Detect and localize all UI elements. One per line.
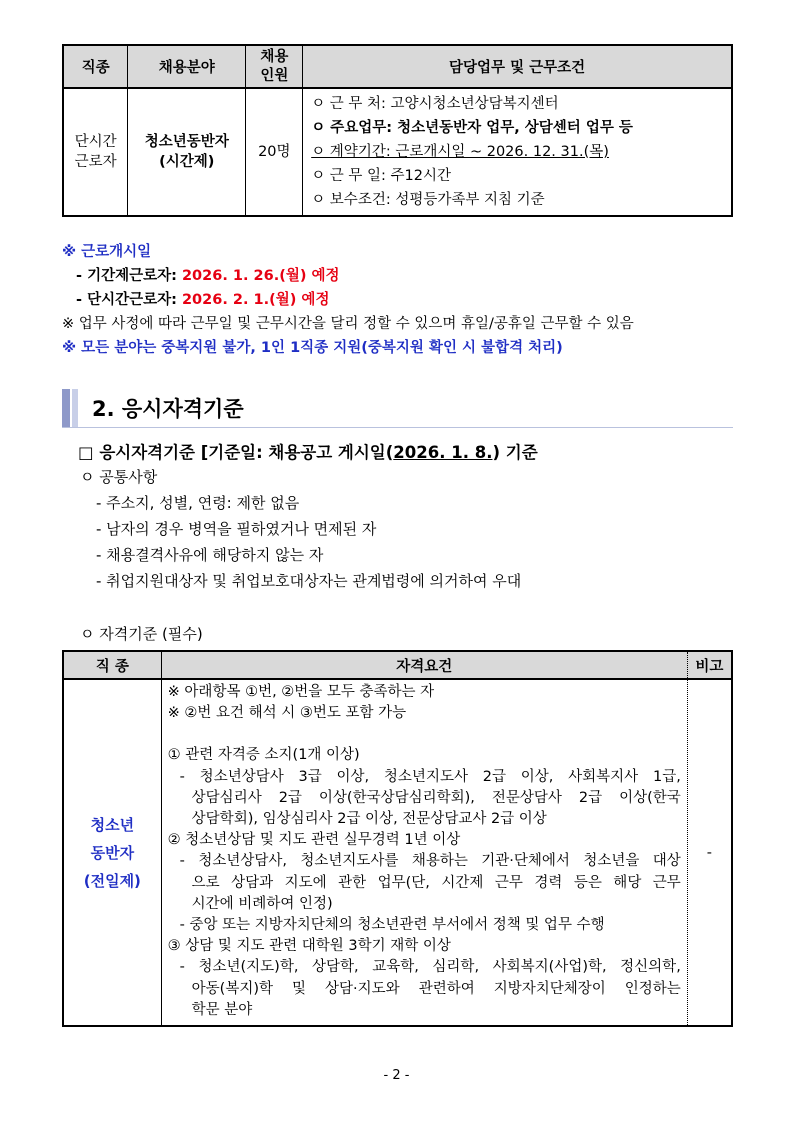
req-line: ① 관련 자격증 소지(1개 이상) [167,747,360,764]
table-row [63,679,732,1026]
job-cell [63,679,161,1026]
header-count-l2: 인원 [260,67,289,84]
field-cell [128,88,246,216]
duty-period: ㅇ 계약기간: 근로개시일 ~ 2026. 12. 31.(목) [311,144,609,160]
job-cell [63,88,128,216]
req-line: 으로 상담과 지도에 관한 업무(단, 시간제 근무 경력 등은 해당 근무 [191,874,681,891]
parttime-date: 2026. 2. 1.(월) 예정 [181,292,330,308]
duty-cell [303,88,732,216]
fulltime-date: 2026. 1. 26.(월) 예정 [181,268,340,284]
common-item-1: - 주소지, 성별, 연령: 제한 없음 [96,494,300,512]
fulltime-label: - 기간제근로자: [76,268,182,284]
header-req: 자격요건 [161,651,687,679]
req-line: ③ 상담 및 지도 관련 대학원 3학기 재학 이상 [167,938,451,955]
section-title: 2. 응시자격기준 [92,397,244,421]
req-line: - 청소년상담사, 청소년지도사를 채용하는 기관·단체에서 청소년을 대상 [179,853,681,870]
req-line: - 청소년상담사 3급 이상, 청소년지도사 2급 이상, 사회복지사 1급, [179,768,681,785]
req-spacer [168,724,681,745]
section-bar-dark [62,389,70,427]
start-date-title: ※ 근로개시일 [62,244,152,260]
note-duplicate: ※ 모든 분야는 중복지원 불가, 1인 1직종 지원(중복지원 확인 시 불합격 처리) [62,340,563,356]
duty-days: ㅇ 근 무 일: 주12시간 [311,168,452,184]
parttime-label: - 단시간근로자: [76,292,182,308]
section-header [62,389,733,428]
fulltime-start [62,264,634,288]
req-line: ※ 아래항목 ①번, ②번을 모두 충족하는 자 [167,684,435,700]
job-line-1: 청소년 [90,815,135,834]
header-duty: 담당업무 및 근무조건 [303,45,732,88]
req-line: - 청소년(지도)학, 상담학, 교육학, 심리학, 사회복지(사업)학, 정신의학, [179,959,681,976]
header-field: 채용분야 [128,45,246,88]
criteria-heading-date: 2026. 1. 8. [393,443,493,462]
job-line-3: (전일제) [83,871,141,890]
duty-main: ㅇ 주요업무: 청소년동반자 업무, 상담센터 업무 등 [311,120,633,136]
qualification-table-header [63,651,732,679]
table-row [63,88,732,216]
header-count [246,45,303,88]
field-l2: (시간제) [159,154,215,170]
count-cell: 20명 [246,88,303,216]
req-line: 상담심리사 2급 이상(한국상담심리학회), 전문상담사 2급 이상(한국 [191,789,681,806]
job-l2: 근로자 [74,154,117,170]
req-line: 시간에 비례하여 인정) [191,895,333,912]
req-line: 상담학회), 임상심리사 2급 이상, 전문상담교사 2급 이상 [191,811,547,828]
note-cell: - [687,679,732,1026]
req-line: ② 청소년상담 및 지도 관련 실무경력 1년 이상 [167,832,461,849]
criteria-heading-prefix: □ 응시자격기준 [기준일: 채용공고 게시일( [78,443,394,462]
common-item-4: - 취업지원대상자 및 취업보호대상자는 관계법령에 의거하여 우대 [96,572,522,590]
criteria-heading [78,439,538,463]
req-line: ※ ②번 요건 해석 시 ③번도 포함 가능 [167,705,407,722]
header-count-l1: 채용 [260,48,289,65]
req-line: 아동(복지)학 및 상담·지도와 관련하여 지방자치단체장이 인정하는 [191,980,681,997]
common-title: ㅇ 공통사항 [80,468,158,486]
header-job: 직종 [63,45,128,88]
page-number: - 2 - [383,1068,410,1083]
req-line: 학문 분야 [191,1001,253,1018]
notes-block [62,240,634,360]
recruitment-table-header [63,45,732,88]
duty-pay: ㅇ 보수조건: 성평등가족부 지침 기준 [311,192,545,208]
header-job: 직 종 [63,651,161,679]
note-workday: ※ 업무 사정에 따라 근무일 및 근무시간을 달리 정할 수 있으며 휴일/공휴일 근무할 수 있음 [62,316,634,332]
duty-location: ㅇ 근 무 처: 고양시청소년상담복지센터 [311,96,559,112]
requirements-cell [161,679,687,1026]
recruitment-table [62,44,733,217]
job-line-2: 동반자 [90,843,135,862]
job-l1: 단시간 [74,133,117,150]
common-item-3: - 채용결격사유에 해당하지 않는 자 [96,546,324,564]
section-bar-light [72,389,78,427]
field-l1: 청소년동반자 [144,133,229,150]
header-note: 비고 [687,651,732,679]
qual-title: ㅇ 자격기준 (필수) [80,625,203,643]
parttime-start [62,288,634,312]
req-line: - 중앙 또는 지방자치단체의 청소년관련 부서에서 정책 및 업무 수행 [179,917,605,934]
common-item-2: - 남자의 경우 병역을 필하였거나 면제된 자 [96,520,377,538]
qualification-table [62,650,733,1027]
criteria-heading-suffix: ) 기준 [492,443,538,462]
